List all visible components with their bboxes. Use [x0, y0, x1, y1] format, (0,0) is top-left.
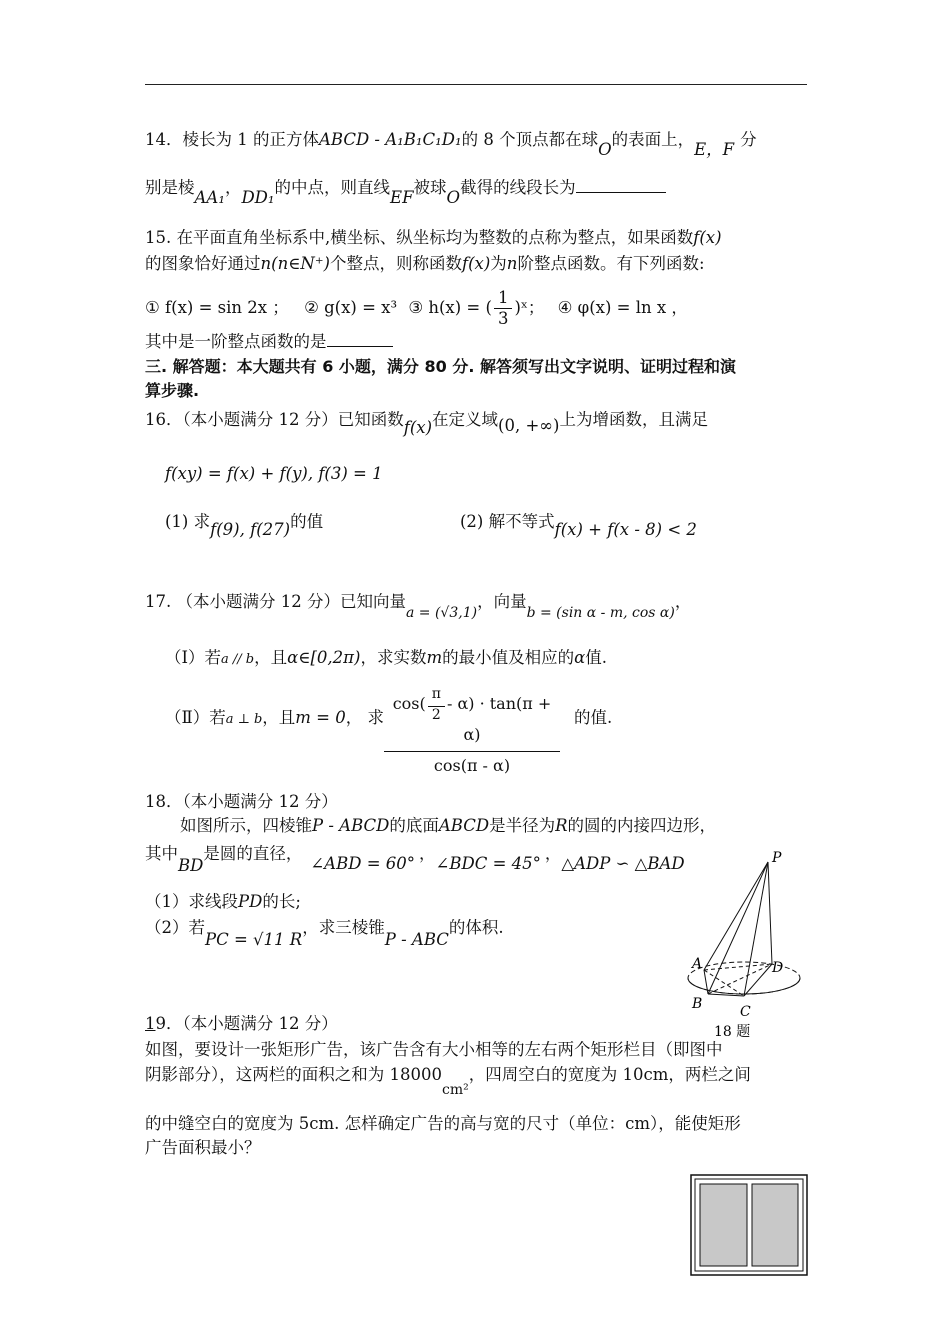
q18-part1: （1）求线段PD的长; [145, 892, 301, 911]
points-ef: E，F [694, 140, 735, 159]
q15-line4: 其中是一阶整点函数的是 [145, 330, 393, 354]
func-2: ② g(x) = x³ [304, 298, 398, 317]
func-3: ③ h(x) = ( $\frac{1}{3}$ )ˣ； [408, 288, 545, 328]
q17-fraction: cos( $\frac{\pi}{2}$ - α) · tan(π + α) cos(π - α) [384, 686, 560, 780]
label-b: B [692, 996, 703, 1012]
label-a: A [692, 956, 703, 972]
answer-blank-14[interactable] [576, 192, 666, 193]
ball-o-2: O [446, 188, 461, 207]
func-1: ① f(x) = sin 2x ； [145, 298, 289, 317]
q17-part2: （Ⅱ）若a ⊥ b，且m = 0， 求 [165, 708, 384, 727]
pyramid-figure [680, 848, 810, 1044]
q18-part2: （2）若PC = √11 R，求三棱锥P - ABC的体积. [145, 918, 504, 949]
q14-line1: 14．棱长为 1 的正方体ABCD - A₁B₁C₁D₁的 8 个顶点都在球O的表面上，E，F分 [145, 130, 757, 159]
q16-equation: f(xy) = f(x) + f(y), f(3) = 1 [165, 464, 383, 483]
q19-line3: 阴影部分），这两栏的面积之和为 $18000_{cm^2}$，四周空白的宽度为 10cm，两栏之间 [145, 1065, 751, 1098]
label-d: D [772, 960, 784, 976]
edge-cd [744, 964, 772, 996]
figure-caption: 18 题 [714, 1024, 751, 1040]
q17-part2-end: 的值. [574, 708, 613, 727]
edge-ab [704, 970, 708, 994]
ad-column-left [700, 1184, 747, 1266]
q15-line1: 15. 在平面直角坐标系中,横坐标、纵坐标均为整数的点称为整点，如果函数f(x) [145, 228, 722, 247]
top-rule [145, 84, 807, 85]
unit-cm2: cm² [441, 1082, 469, 1098]
q19-line5: 广告面积最小？ [145, 1138, 261, 1157]
section3-heading: 三. 解答题：本大题共有 6 小题，满分 80 分. 解答须写出文字说明、证明过程和演 [145, 357, 736, 376]
q16-part1: (1) 求f(9), f(27)的值 [165, 512, 324, 539]
base-circle-front [688, 978, 800, 994]
edge-pd [768, 862, 772, 964]
q17-line1: 17. （本小题满分 12 分）已知向量$_{a = (√3,1)}$，向量$_{b = (sin \alpha - m, cos \alpha)}$， [145, 592, 692, 621]
q16-line1: 16．（本小题满分 12 分）已知函数f(x)在定义域(0, +∞)上为增函数，且满足 [145, 410, 708, 437]
q19-line4: 的中缝空白的宽度为 5cm. 怎样确定广告的高与宽的尺寸（单位：cm），能使矩形 [145, 1114, 741, 1133]
diagonal-ac [704, 970, 744, 996]
edge-aa1: AA₁ [194, 188, 225, 207]
cube-name: ABCD - A₁B₁C₁D₁ [318, 130, 462, 149]
label-p: P [772, 850, 782, 866]
line-ef: EF [390, 188, 414, 207]
q19-line2: 如图，要设计一张矩形广告，该广告含有大小相等的左右两个矩形栏目（即图中 [145, 1040, 723, 1059]
ad-column-right [752, 1184, 798, 1266]
q18-line2: 如图所示，四棱锥P - ABCD的底面ABCD是半径为R的圆的内接四边形， [180, 816, 717, 835]
q14-line2: 别是棱AA₁，DD₁的中点，则直线EF被球O截得的线段长为 [145, 176, 666, 200]
func-4: ④ φ(x) = ln x ， [557, 298, 688, 317]
label-c: C [740, 1004, 751, 1020]
vector-a: a = (√3,1) [405, 605, 478, 621]
vector-b: b = (sin α - m, cos α) [526, 605, 675, 621]
q18-line1: 18．（本小题满分 12 分） [145, 792, 338, 811]
ball-o: O [598, 140, 612, 159]
edge-dd1: DD₁ [241, 188, 275, 207]
answer-blank-15[interactable] [327, 346, 393, 347]
edge-pb [708, 862, 768, 994]
q19-line1: 19．（本小题满分 12 分） [145, 1014, 338, 1033]
q15-functions [145, 288, 688, 329]
q17-part1: （Ⅰ）若a // b，且α∈[0,2π)，求实数m的最小值及相应的α值. [165, 648, 608, 667]
domain-interval: (0, +∞) [498, 416, 560, 435]
q15-line2: 的图象恰好通过n(n∈N⁺)个整点，则称函数f(x)为n阶整点函数。有下列函数: [145, 254, 705, 273]
section3-heading-2: 算步骤. [145, 381, 200, 400]
q18-line3: 其中BD是圆的直径，∠ABD = 60°，∠BDC = 45°，△ADP ∽ △BAD [145, 844, 685, 875]
advertisement-figure [690, 1174, 810, 1278]
q16-part2: (2) 解不等式f(x) + f(x - 8) < 2 [460, 512, 697, 539]
